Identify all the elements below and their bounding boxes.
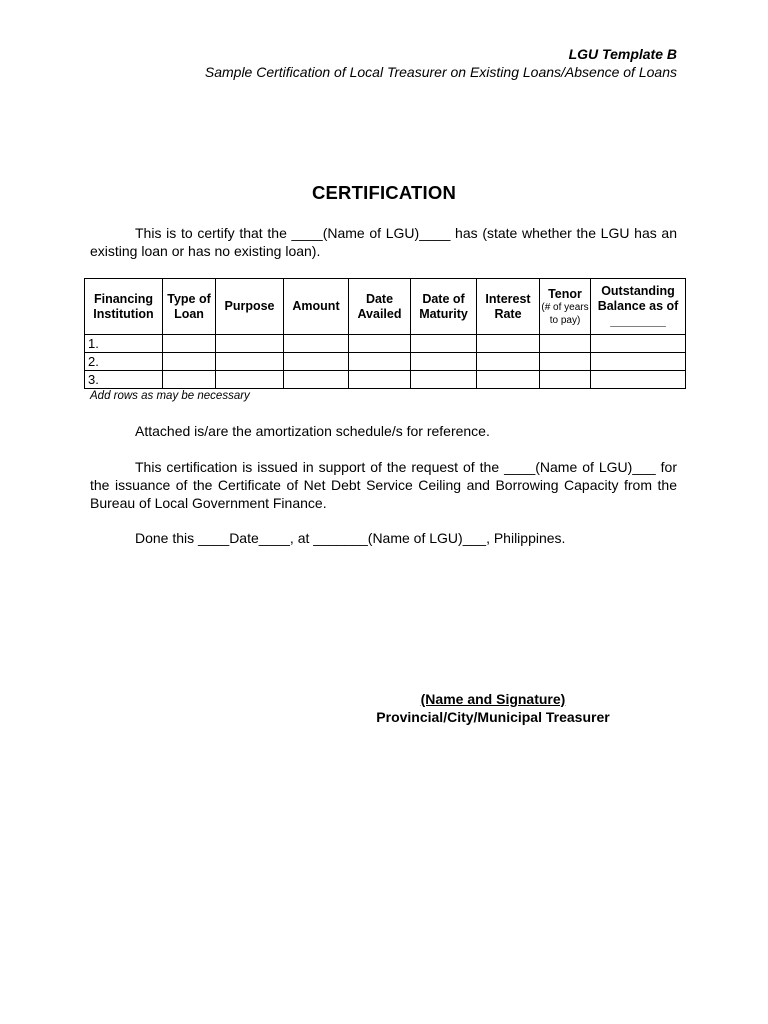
template-label: LGU Template B — [568, 46, 677, 62]
intro-paragraph — [90, 224, 677, 260]
attached-paragraph — [90, 422, 677, 440]
requesting-lgu-blank: ____(Name of LGU)___ — [504, 459, 656, 475]
support-paragraph — [90, 458, 677, 512]
loans-table — [84, 278, 686, 389]
intro-text-2: has (state whether the LGU has an existing loan or has no existing loan). — [90, 225, 677, 259]
signature-name: (Name and Signature) — [420, 691, 566, 707]
intro-text-1: This is to certify that the — [135, 225, 292, 241]
row-number: 1. — [85, 335, 163, 353]
table-row — [85, 353, 686, 371]
col-date-availed: Date Availed — [349, 279, 411, 335]
tenor-note: (# of years to pay) — [541, 301, 589, 326]
attached-text: Attached is/are the amortization schedule/s for reference. — [135, 423, 490, 439]
support-text-1: This certification is issued in support of the request of the — [135, 459, 505, 475]
signature-block — [340, 690, 646, 726]
table-row — [85, 335, 686, 353]
table-header-row — [85, 279, 686, 335]
col-tenor — [540, 279, 591, 335]
place-blank: _______(Name of LGU)___ — [313, 530, 487, 546]
col-amount: Amount — [284, 279, 349, 335]
support-text-2: for the issuance of the Certificate of Net Debt Service Ceiling and Borrowing Capacity from the Bureau of Local Government Finance. — [90, 459, 677, 511]
col-date-of-maturity: Date of Maturity — [411, 279, 477, 335]
signature-position: Provincial/City/Municipal Treasurer — [376, 709, 610, 725]
document-header — [205, 45, 677, 81]
lgu-name-blank: ____(Name of LGU)____ — [291, 225, 451, 241]
row-number: 3. — [85, 371, 163, 389]
col-financing-institution: Financing Institution — [85, 279, 163, 335]
date-blank: ____Date____ — [198, 530, 290, 546]
col-outstanding-balance: Outstanding Balance as of ________ — [591, 279, 686, 335]
table-note: Add rows as may be necessary — [90, 390, 250, 402]
col-type-of-loan: Type of Loan — [163, 279, 216, 335]
template-subtitle: Sample Certification of Local Treasurer on Existing Loans/Absence of Loans — [204, 64, 677, 80]
done-text-3: , Philippines. — [486, 530, 566, 546]
col-interest-rate: Interest Rate — [477, 279, 540, 335]
col-purpose: Purpose — [216, 279, 284, 335]
done-text-2: , at — [289, 530, 314, 546]
table-row — [85, 371, 686, 389]
tenor-label: Tenor — [548, 286, 582, 301]
row-number: 2. — [85, 353, 163, 371]
done-paragraph — [90, 529, 677, 547]
document-title: CERTIFICATION — [311, 182, 457, 203]
done-text-1: Done this — [135, 530, 199, 546]
